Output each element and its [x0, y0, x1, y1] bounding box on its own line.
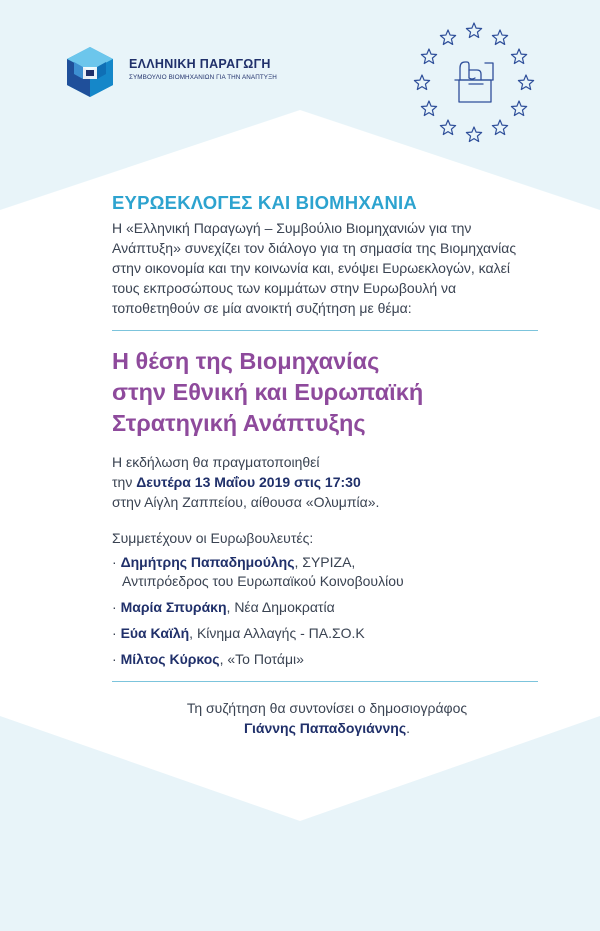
- event-title-line-1: Η θέση της Βιομηχανίας: [112, 348, 380, 374]
- star-icon: [421, 101, 436, 115]
- event-details-line-1: Η εκδήλωση θα πραγματοποιηθεί: [112, 454, 320, 470]
- logo-title: ΕΛΛΗΝΙΚΗ ΠΑΡΑΓΩΓΗ: [129, 57, 271, 71]
- participant-name: Μαρία Σπυράκη: [120, 599, 227, 615]
- list-item: [112, 624, 542, 643]
- moderator-suffix: .: [406, 720, 411, 736]
- bullet: ·: [112, 599, 121, 615]
- participant-title: Αντιπρόεδρος του Ευρωπαϊκού Κοινοβουλίου: [122, 573, 404, 589]
- bullet: ·: [112, 554, 121, 570]
- content: [112, 190, 542, 738]
- bullet: ·: [112, 651, 121, 667]
- participant-party: , ΣΥΡΙΖΑ,: [294, 554, 356, 570]
- participants-heading: Συμμετέχουν οι Ευρωβουλευτές:: [112, 530, 314, 546]
- bullet: ·: [112, 625, 121, 641]
- participant-party: , Νέα Δημοκρατία: [226, 599, 335, 615]
- star-icon: [440, 30, 455, 44]
- list-item: [112, 553, 542, 591]
- star-icon: [518, 75, 533, 89]
- star-icon: [440, 120, 455, 134]
- logo-subtitle: ΣΥΜΒΟΥΛΙΟ ΒΙΟΜΗΧΑΝΙΩΝ ΓΙΑ ΤΗΝ ΑΝΑΠΤΥΞΗ: [129, 74, 277, 81]
- event-date-time: Δευτέρα 13 Μαΐου 2019 στις 17:30: [136, 474, 361, 490]
- event-title-line-3: Στρατηγική Ανάπτυξης: [112, 410, 366, 436]
- logo-mark-icon: [63, 45, 118, 100]
- background-triangle-bottom: [0, 716, 600, 931]
- star-icon: [511, 49, 526, 63]
- event-details-prefix: την: [112, 474, 137, 490]
- star-icon: [466, 23, 481, 37]
- participant-name: Εύα Καϊλή: [120, 625, 190, 641]
- section-heading: ΕΥΡΩΕΚΛΟΓΕΣ ΚΑΙ ΒΙΟΜΗΧΑΝΙΑ: [112, 192, 417, 213]
- star-icon: [414, 75, 429, 89]
- participant-party: , «Το Ποτάμι»: [219, 651, 304, 667]
- list-item: [112, 598, 542, 617]
- moderator-name: Γιάννης Παπαδογιάννης: [243, 720, 407, 736]
- moderator-text: Τη συζήτηση θα συντονίσει ο δημοσιογράφος: [186, 700, 468, 716]
- star-icon: [492, 120, 507, 134]
- moderator-note: [112, 698, 542, 738]
- participant-party: , Κίνημα Αλλαγής - ΠΑ.ΣΟ.Κ: [189, 625, 365, 641]
- list-item: [112, 650, 542, 669]
- divider-bottom: [112, 681, 538, 682]
- logo: [63, 45, 283, 100]
- participant-name: Δημήτρης Παπαδημούλης: [120, 554, 295, 570]
- star-icon: [492, 30, 507, 44]
- star-icon: [466, 127, 481, 141]
- intro-paragraph: Η «Ελληνική Παραγωγή – Συμβούλιο Βιομηχανιών για την Ανάπτυξη» συνεχίζει τον διάλογο για τη σημασία της Βιομηχανίας στην οικονομία και την κοινωνία και, ενόψει Ευρωεκλογών, καλεί τους εκπροσώπους των κομμάτων στην Ευρωβουλή να τοποθετηθούν σε μία ανοικτή συζήτηση με θέμα:: [112, 220, 517, 316]
- participant-name: Μίλτος Κύρκος: [120, 651, 220, 667]
- participants-list: [112, 553, 542, 669]
- star-icon: [511, 101, 526, 115]
- star-icon: [421, 49, 436, 63]
- event-title-line-2: στην Εθνική και Ευρωπαϊκή: [112, 379, 424, 405]
- divider-top: [112, 330, 538, 331]
- event-venue: στην Αίγλη Ζαππείου, αίθουσα «Ολυμπία».: [112, 494, 380, 510]
- event-details: [112, 452, 542, 512]
- ballot-box-eu-stars-icon: [407, 18, 542, 148]
- event-title: [112, 346, 542, 439]
